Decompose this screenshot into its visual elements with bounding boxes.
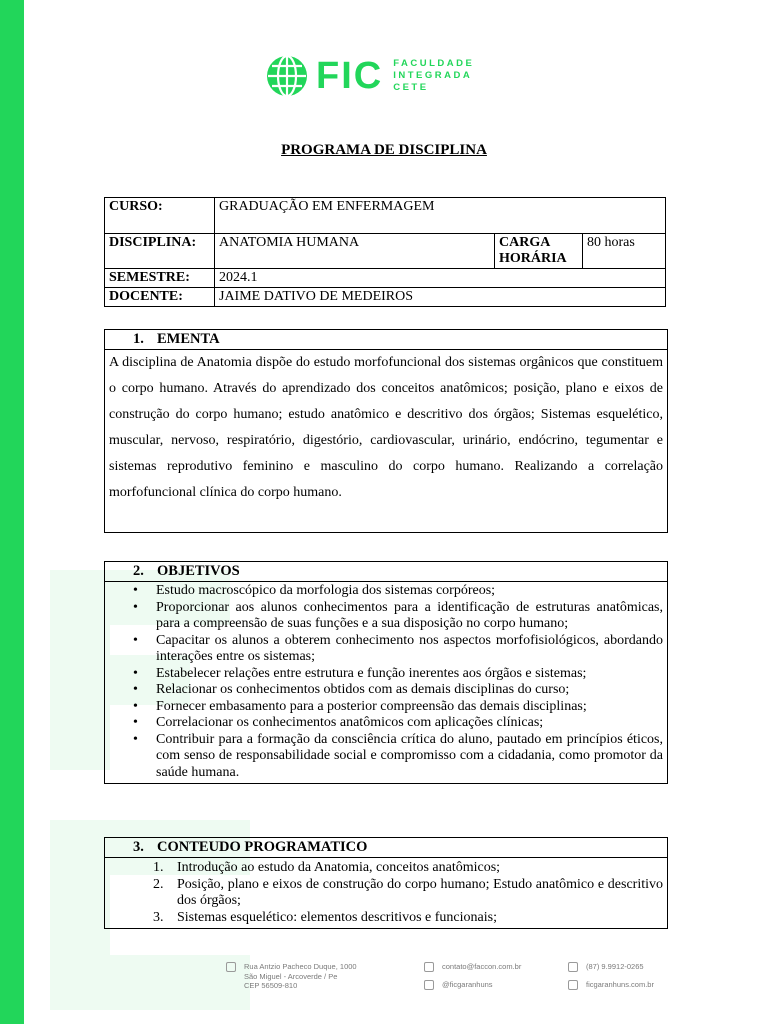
- section-title: OBJETIVOS: [157, 563, 240, 579]
- ementa-section: [104, 329, 668, 533]
- footer-email: [424, 962, 521, 972]
- phone-icon: [568, 962, 578, 972]
- list-item: [153, 877, 663, 910]
- course-info-table: [104, 197, 666, 307]
- address-line: Rua Antzio Pacheco Duque, 1000: [244, 962, 357, 971]
- section-number: 3.: [133, 839, 144, 855]
- globe-icon: [266, 55, 308, 97]
- footer-website: [568, 980, 654, 990]
- section-title: EMENTA: [157, 331, 220, 347]
- carga-horaria-label: [495, 234, 583, 269]
- page-footer: [226, 962, 696, 996]
- section-title: CONTEUDO PROGRAMATICO: [157, 839, 368, 855]
- item-number: 1.: [153, 860, 164, 875]
- conteudo-list: [105, 858, 667, 928]
- semestre-label: SEMESTRE:: [105, 269, 215, 288]
- footer-instagram: [424, 980, 493, 990]
- address-line: São Miguel - Arcoverde / Pe: [244, 971, 338, 981]
- footer-address: [226, 962, 357, 991]
- item-text: Posição, plano e eixos de construção do corpo humano; Estudo anatômico e descritivo dos órgãos;: [177, 876, 663, 908]
- logo-name-line: FACULDADE: [393, 58, 475, 69]
- docente-value: JAIME DATIVO DE MEDEIROS: [215, 288, 666, 307]
- list-item: [153, 860, 663, 877]
- mail-icon: [424, 962, 434, 972]
- list-item: [153, 910, 663, 927]
- list-item: • Fornecer embasamento para a posterior compreensão das demais disciplinas;: [129, 699, 663, 716]
- item-text: Introdução ao estudo da Anatomia, conceitos anatômicos;: [177, 860, 501, 875]
- instagram-text: @ficgaranhuns: [442, 980, 493, 989]
- list-item: • Relacionar os conhecimentos obtidos com as demais disciplinas do curso;: [129, 682, 663, 699]
- item-number: 3.: [153, 909, 164, 925]
- carga-label-line: CARGA: [499, 235, 551, 250]
- list-item: • Contribuir para a formação da consciência crítica do aluno, pautado em princípios éticos, com senso de responsabilidade social e compromisso com a cidadania, como promotor da saúde humana.: [129, 732, 663, 782]
- document-title: PROGRAMA DE DISCIPLINA: [281, 142, 487, 158]
- list-item: • Estabelecer relações entre estrutura e função inerentes aos órgãos e sistemas;: [129, 666, 663, 683]
- item-number: 2.: [153, 876, 164, 892]
- list-item: • Estudo macroscópico da morfologia dos sistemas corpóreos;: [129, 583, 663, 600]
- website-text: ficgaranhuns.com.br: [586, 980, 654, 989]
- section-number: 2.: [133, 563, 144, 579]
- logo-name: [393, 58, 474, 94]
- section-number: 1.: [133, 331, 144, 347]
- carga-label-line: HORÁRIA: [499, 251, 567, 266]
- web-icon: [568, 980, 578, 990]
- objetivos-section: [104, 561, 668, 784]
- curso-label: CURSO:: [105, 198, 215, 234]
- footer-phone: [568, 962, 644, 972]
- curso-value: GRADUAÇÃO EM ENFERMAGEM: [215, 198, 666, 234]
- ementa-text: A disciplina de Anatomia dispõe do estudo morfofuncional dos sistemas orgânicos que constituem o corpo humano. Através do aprendizado dos conceitos anatômicos; posição, plano e eixos de construção do corpo humano; estudo anatômico e descritivo dos órgãos; Sistemas esquelético, muscular, nervoso, respiratório, digestório, cardiovascular, urinário, endócrino, tegumentar e sistemas reprodutivo feminino e masculino do corpo humano. Realizando a correlação morfofuncional clínica do corpo humano.: [109, 355, 663, 500]
- list-item: • Correlacionar os conhecimentos anatômicos com aplicações clínicas;: [129, 715, 663, 732]
- disciplina-value: ANATOMIA HUMANA: [215, 234, 495, 269]
- objetivos-list: [105, 582, 667, 783]
- address-line: CEP 56509-810: [244, 981, 298, 990]
- conteudo-heading: [105, 838, 667, 858]
- email-text: contato@faccon.com.br: [442, 962, 522, 971]
- logo-name-line: INTEGRADA: [393, 70, 473, 81]
- semestre-value: 2024.1: [215, 269, 666, 288]
- logo-mark: FIC: [316, 55, 384, 97]
- docente-label: DOCENTE:: [105, 288, 215, 307]
- list-item: • Capacitar os alunos a obterem conhecimento nos aspectos morfofisiológicos, abordando interações entre os sistemas;: [129, 633, 663, 666]
- carga-horaria-value: 80 horas: [583, 234, 666, 269]
- ementa-heading: [105, 330, 667, 350]
- list-item: • Proporcionar aos alunos conhecimentos para a identificação de estruturas anatômicas, para a compreensão de suas funções e a sua disposição no corpo humano;: [129, 600, 663, 633]
- item-text: Sistemas esquelético: elementos descritivos e funcionais;: [177, 909, 497, 925]
- conteudo-section: [104, 837, 668, 929]
- logo-name-line: CETE: [393, 82, 429, 93]
- location-icon: [226, 962, 236, 972]
- phone-text: (87) 9.9912-0265: [586, 962, 644, 971]
- objetivos-heading: [105, 562, 667, 582]
- instagram-icon: [424, 980, 434, 990]
- disciplina-label: DISCIPLINA:: [105, 234, 215, 269]
- fic-logo: [266, 54, 506, 98]
